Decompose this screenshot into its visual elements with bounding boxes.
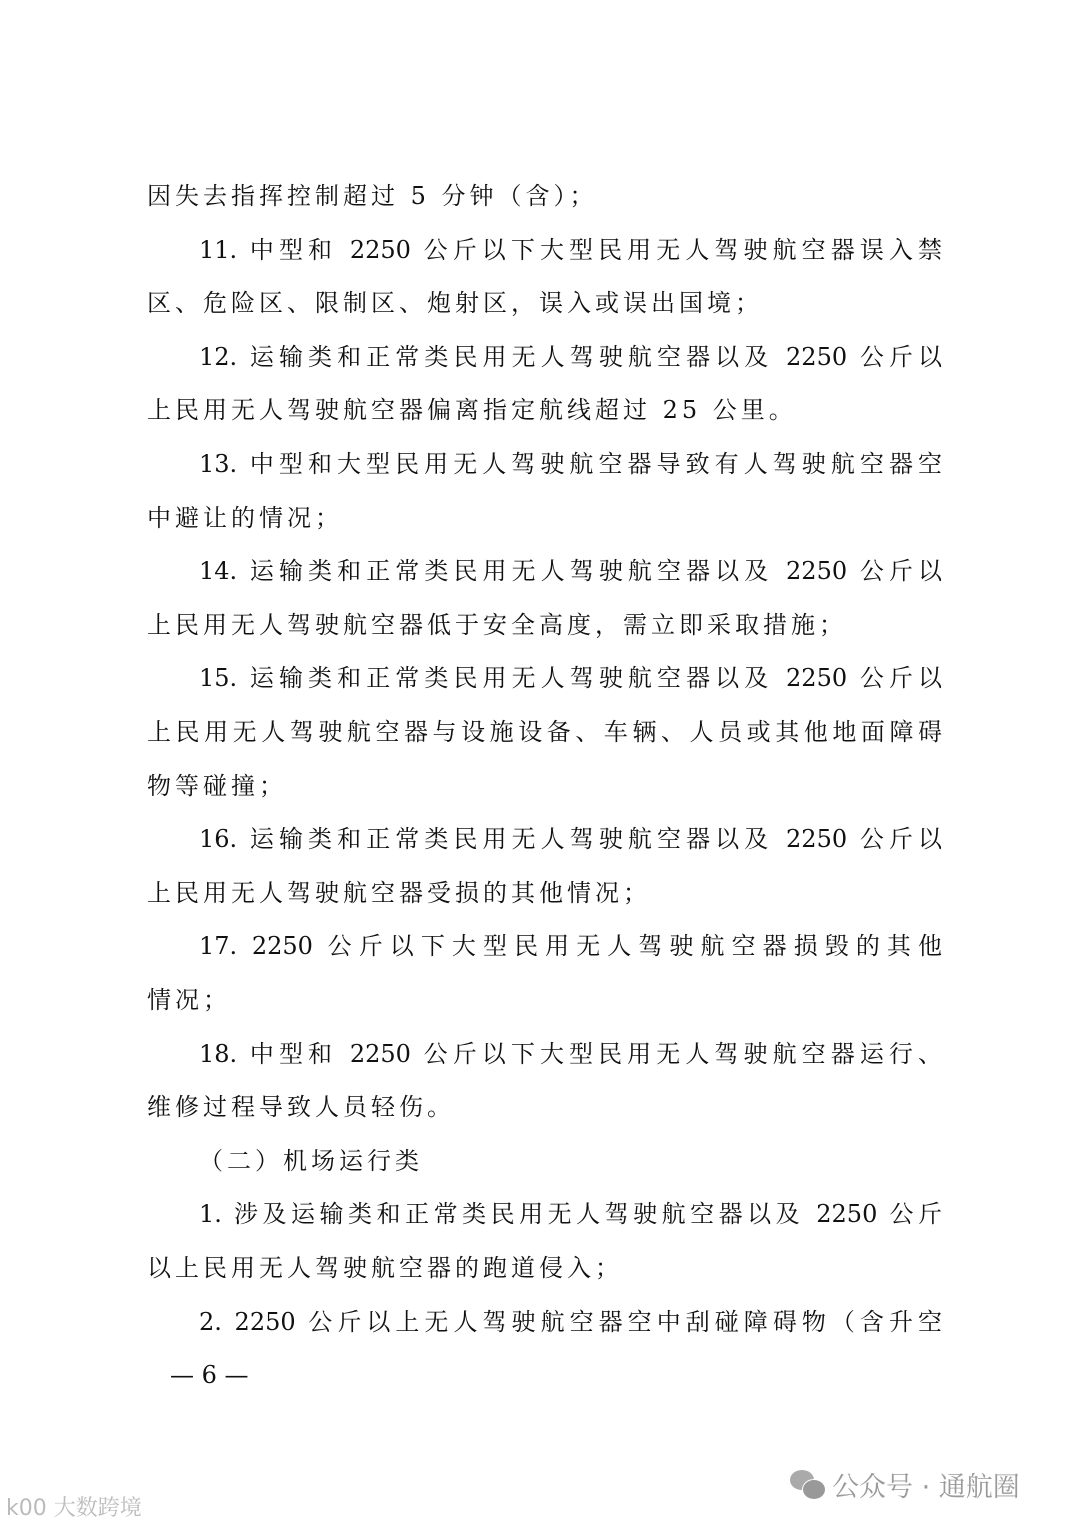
text-line: 上民用无人驾驶航空器受损的其他情况； [147, 878, 651, 907]
text-line: 上民用无人驾驶航空器低于安全高度，需立即采取措施； [147, 610, 847, 639]
text-line: 11. 中型和 2250 公斤以下大型民用无人驾驶航空器误入禁 [199, 235, 942, 264]
text-line: 17. 2250 公斤以下大型民用无人驾驶航空器损毁的其他 [199, 932, 942, 961]
text-line: 维修过程导致人员轻伤。 [147, 1093, 455, 1122]
text-line: 情况； [147, 986, 231, 1014]
text-line: 区、危险区、限制区、炮射区，误入或误出国境； [147, 289, 763, 318]
text-line: 15. 运输类和正常类民用无人驾驶航空器以及 2250 公斤以 [199, 664, 942, 693]
text-line: 12. 运输类和正常类民用无人驾驶航空器以及 2250 公斤以 [199, 342, 942, 371]
text-line: 上民用无人驾驶航空器偏离指定航线超过 25 公里。 [147, 396, 797, 425]
watermark-left-text: 大数跨境 [53, 1496, 142, 1521]
text-line: 14. 运输类和正常类民用无人驾驶航空器以及 2250 公斤以 [199, 557, 942, 586]
watermark-left [6, 1491, 142, 1522]
text-line: 16. 运输类和正常类民用无人驾驶航空器以及 2250 公斤以 [199, 825, 942, 854]
watermark-right-text: 公众号 · 通航圈 [832, 1472, 1020, 1503]
text-line: 2. 2250 公斤以上无人驾驶航空器空中刮碰障碍物（含升空 [199, 1307, 942, 1336]
text-line: （二）机场运行类 [199, 1146, 423, 1175]
text-line: 18. 中型和 2250 公斤以下大型民用无人驾驶航空器运行、 [199, 1039, 942, 1068]
text-line: 1. 涉及运输类和正常类民用无人驾驶航空器以及 2250 公斤 [199, 1200, 942, 1229]
text-line: 上民用无人驾驶航空器与设施设备、车辆、人员或其他地面障碍 [147, 718, 942, 746]
text-line: 13. 中型和大型民用无人驾驶航空器导致有人驾驶航空器空 [199, 450, 942, 478]
text-line: 物等碰撞； [147, 771, 287, 800]
wechat-icon [790, 1470, 824, 1500]
page-number: — 6 — [170, 1361, 249, 1389]
watermark-right [790, 1465, 1020, 1504]
text-line: 中避让的情况； [147, 503, 343, 532]
text-line: 因失去指挥控制超过 5 分钟（含）； [147, 182, 598, 210]
text-line: 以上民用无人驾驶航空器的跑道侵入； [147, 1254, 623, 1282]
watermark-logo: k00 [6, 1496, 47, 1521]
